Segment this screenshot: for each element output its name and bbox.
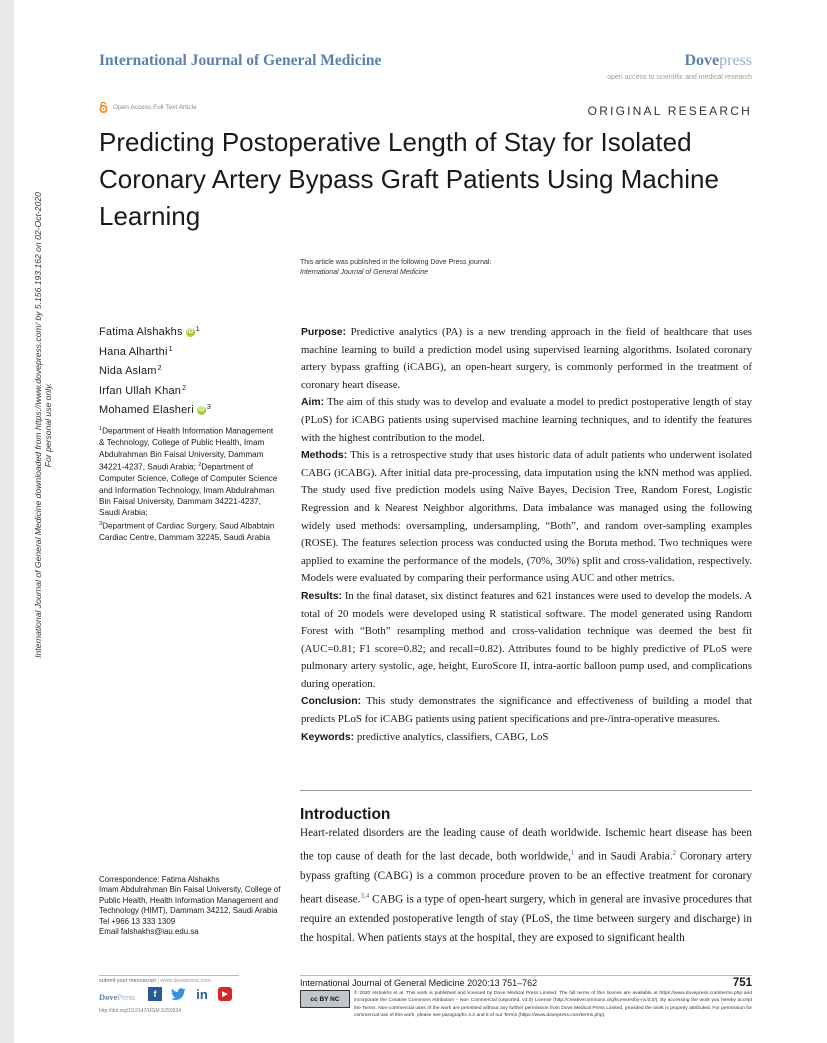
intro-text: Heart-related disorders are the leading cause of death worldwide. Ischemic heart disease has been the top cause of death for the last decade, both worldwide, (300, 827, 752, 863)
abstract-text: This study demonstrates the significance and effectiveness of building a model that predicts PLoS for iCABG patients using patient specifications and pre-/intra-operative measures. (301, 695, 752, 726)
affiliation-sup: 1 (99, 426, 103, 432)
citation-ref-link[interactable]: 1 (570, 848, 575, 857)
author-item[interactable] (99, 323, 289, 343)
youtube-icon[interactable]: ▶ (218, 987, 232, 1001)
twitter-icon[interactable] (171, 988, 186, 1001)
intro-text: Coronary artery bypass grafting (CABG) is a common procedure proven to be an effective treatment for coronary heart disease. (300, 850, 752, 906)
correspondence-label: Correspondence: Fatima Alshakhs (99, 875, 220, 884)
author-list (99, 323, 289, 421)
abstract-label: Results: (301, 590, 342, 602)
publication-note-journal: International Journal of General Medicine (300, 269, 429, 276)
abstract-label: Aim: (301, 397, 325, 409)
page-number: 751 (732, 977, 752, 989)
author-affiliation-sup: 2 (157, 365, 162, 372)
abstract-results (301, 588, 752, 694)
submit-manuscript-link[interactable] (99, 978, 211, 984)
orcid-icon[interactable]: iD (187, 329, 194, 336)
author-item (99, 343, 289, 363)
abstract-purpose (301, 324, 752, 394)
publication-note (300, 258, 620, 278)
abstract-methods (301, 447, 752, 588)
abstract-label: Conclusion: (301, 696, 362, 708)
article-type-label: ORIGINAL RESEARCH (587, 104, 752, 118)
abstract-label: Keywords: (301, 731, 355, 743)
footer-divider (300, 975, 752, 976)
abstract-conclusion (301, 693, 752, 728)
dovepress-logo[interactable] (560, 52, 752, 70)
author-affiliation-sup: 2 (182, 384, 187, 392)
abstract-aim (301, 394, 752, 447)
author-name: Mohamed Elasheri (99, 404, 194, 416)
open-access-icon (99, 102, 108, 113)
abstract (301, 324, 752, 746)
dovepress-logo-suffix: press (719, 52, 752, 69)
publication-note-text: This article was published in the following Dove Press journal: (300, 259, 492, 266)
affiliation-sup: 2 (198, 461, 202, 468)
author-affiliation-sup: 1 (168, 345, 173, 353)
introduction-heading: Introduction (300, 806, 391, 823)
author-affiliation-sup: 3 (206, 404, 212, 411)
submit-url: | www.dovepress.com (155, 978, 211, 984)
journal-citation: International Journal of General Medicine 2020:13 751–762 (300, 978, 538, 988)
abstract-keywords (301, 729, 752, 747)
affiliation-1: Department of Health Information Management & Technology, College of Public Health, Imam Abdulrahman Bin Faisal University, Dammam 34221-4237, Saudi Arabia; (99, 426, 274, 472)
author-item (99, 362, 289, 382)
abstract-text: predictive analytics, classifiers, CABG, LoS (356, 730, 549, 743)
dovepress-logo-brand: Dove (684, 52, 720, 69)
orcid-icon[interactable]: iD (198, 407, 205, 414)
abstract-divider (300, 790, 752, 791)
page-edge-shadow (0, 0, 14, 1043)
intro-text: CABG is a type of open-heart surgery, which in general are invasive procedures that require an extended postoperative length of stay (PLoS, the time between surgery and discharge) in the hospital. When patients stays at the hospital, they are exposed to significant health (300, 893, 753, 945)
publisher-tagline: open access to scientific and medical research (607, 74, 752, 81)
linkedin-icon[interactable]: in (196, 986, 208, 1002)
author-name: Irfan Ullah Khan (99, 384, 182, 397)
creative-commons-icon[interactable]: cc BY NC (300, 990, 350, 1008)
abstract-text: This is a retrospective study that uses historic data of adult patients who underwent isolated CABG (iCABG). After initial data pre-processing, data imputation using the kNN method was applied. The study used five prediction models using Naïve Bayes, Decision Tree, Random Forest, Logistic Regression and k Nearest Neighbor algorithms. Data imbalance was managed using the following widely used methods: oversampling, undersampling, “Both”, and random over-sampling examples (ROSE). The features selection process was conducted using the Boruta method. Two techniques were applied to examine the performance of the models, (70%, 30%) split and cross-validation, respectively. Models were evaluated by comparing their performance using AUC and other metrics. (301, 449, 752, 585)
introduction-body (300, 824, 752, 949)
download-watermark-line2: For personal use only. (43, 382, 53, 468)
affiliation-2: Department of Computer Science, College of Computer Science and Information Technology, Imam Abdulrahman Bin Faisal University, Dammam 34221-4237, Saudi Arabia; (99, 462, 278, 518)
license-block (300, 990, 752, 1020)
affiliation-3: Department of Cardiac Surgery, Saud Albabtain Cardiac Centre, Dammam 32245, Saudi Arabia (99, 521, 275, 542)
download-watermark (30, 165, 53, 685)
affiliations (99, 424, 279, 543)
author-item[interactable] (99, 401, 289, 421)
footer-logo-suffix: Press (117, 992, 136, 1002)
abstract-label: Methods: (301, 450, 348, 462)
correspondence-tel: Tel +966 13 333 1309 (99, 916, 176, 926)
submit-text: submit your manuscript (99, 978, 156, 984)
license-text: © 2020 Alshakhs et al. This work is published and licensed by Dove Medical Press Limited. The full terms of this license are available at https://www.dovepress.com/terms.php and incorporate the Creative Commons Attribution – Non Commercial (unported, v3.0) License (http://creativecommons.org/licenses/by-nc/3.0/). By accessing the work you hereby accept the Terms. Non-commercial uses of the work are permitted without any further permission from Dove Medical Press Limited, provided the work is properly attributed. For permission for commercial use of this work, please see paragraphs 4.2 and 5 of our Terms (https://www.dovepress.com/terms.php). (354, 991, 752, 1019)
doi-link[interactable]: http://doi.org/10.2147/IJGM.S250334 (99, 1008, 181, 1014)
footer-logo-brand: Dove (99, 992, 118, 1002)
article-title: Predicting Postoperative Length of Stay for Isolated Coronary Artery Bypass Graft Patients Using Machine Learning (99, 127, 719, 231)
open-access-label (99, 102, 197, 113)
download-watermark-text (33, 165, 53, 685)
author-affiliation-sup: 1 (195, 326, 200, 333)
citation-ref-link[interactable]: 3,4 (360, 891, 370, 900)
intro-text: and in Saudi Arabia. (574, 850, 673, 863)
author-name: Nida Aslam (99, 365, 157, 377)
open-access-text: Open Access Full Text Article (113, 104, 197, 111)
citation-ref-link[interactable]: 2 (672, 848, 677, 857)
abstract-text: The aim of this study was to develop and evaluate a model to predict postoperative length of stay (PLoS) for iCABG patients using supervised machine learning techniques, and to identify the features with the highest contribution to the model. (301, 396, 752, 444)
footer-divider (99, 975, 239, 976)
journal-title-header[interactable]: International Journal of General Medicine (99, 52, 382, 69)
abstract-text: Predictive analytics (PA) is a new trending approach in the field of healthcare that uses machine learning to build a prediction model using supervised learning algorithms. Isolated coronary artery bypass grafting (iCABG), an open-heart surgery, is commonly performed in the treatment of coronary heart disease. (301, 326, 752, 391)
footer-dovepress-logo[interactable] (99, 992, 135, 1002)
social-links (148, 987, 232, 1001)
affiliation-sup: 3 (99, 520, 103, 527)
abstract-text: In the final dataset, six distinct features and 621 instances were used to develop the models. A total of 20 models were developed using R statistical software. The model generated using Random Forest with “Both” resampling method and cross-validation technique was deemed the best fit (AUC=0.81; F1 score=0.82; and recall=0.82). Attributes found to be highly predictive of PLoS were pulmonary artery systolic, age, height, EuroScore II, intra-aortic balloon pump used, and complications during operation. (301, 589, 752, 690)
correspondence-email[interactable]: Email falshakhs@iau.edu.sa (99, 927, 199, 937)
correspondence-address: Imam Abdulrahman Bin Faisal University, College of Public Health, Health Information Management and Technology (HIMT), Dammam 34212, Saudi Arabia (99, 885, 281, 916)
correspondence (99, 875, 289, 937)
download-watermark-line1: International Journal of General Medicine downloaded from https://www.dovepress.com/ by 5.156.193.162 on 02-Oct-2020 (33, 192, 43, 658)
abstract-label: Purpose: (301, 327, 347, 338)
facebook-icon[interactable]: f (148, 987, 162, 1001)
author-item (99, 382, 289, 402)
author-name: Fatima Alshakhs (99, 326, 183, 338)
author-name: Hana Alharthi (99, 345, 168, 358)
